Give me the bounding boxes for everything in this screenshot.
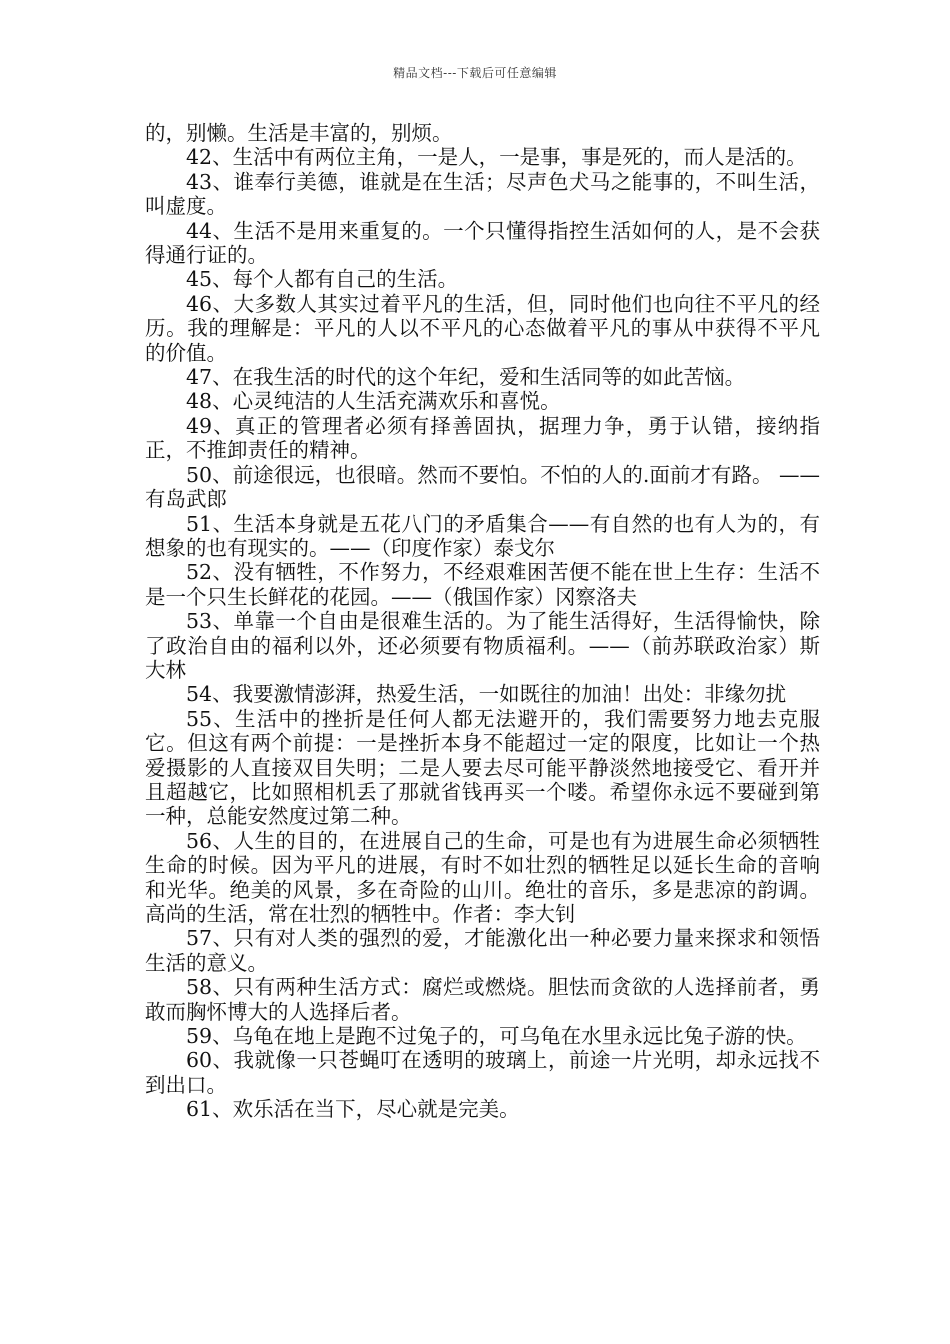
paragraph: 55、生活中的挫折是任何人都无法避开的，我们需要努力地去克服它。但这有两个前提：一是挫折本身不能超过一定的限度，比如让一个热爱摄影的人直接双目失明；二是人要去尽可能平静淡然地接受它、看开并且超越它，比如照相机丢了那就省钱再买一个喽。希望你永远不要碰到第一种，总能安然度过第二种。 xyxy=(145,706,820,829)
paragraph: 48、心灵纯洁的人生活充满欢乐和喜悦。 xyxy=(186,389,561,414)
paragraph: 的，别懒。生活是丰富的，别烦。 xyxy=(145,121,453,145)
paragraph: 49、真正的管理者必须有择善固执，据理力争，勇于认错，接纳指正，不推卸责任的精神。 xyxy=(145,413,820,463)
paragraph: 42、生活中有两位主角，一是人，一是事，事是死的，而人是活的。 xyxy=(186,145,807,170)
paragraph: 54、我要激情澎湃，热爱生活，一如既往的加油！出处：非缘勿扰 xyxy=(186,682,787,707)
paragraph: 50、前途很远，也很暗。然而不要怕。不怕的人的.面前才有路。 ——有岛武郎 xyxy=(145,462,820,512)
paragraph: 53、单靠一个自由是很难生活的。为了能生活得好，生活得愉快，除了政治自由的福利以外，还必须要有物质福利。——（前苏联政治家）斯大林 xyxy=(145,609,820,682)
paragraph: 59、乌龟在地上是跑不过兔子的，可乌龟在水里永远比兔子游的快。 xyxy=(186,1024,807,1049)
paragraph: 46、大多数人其实过着平凡的生活，但，同时他们也向往不平凡的经历。我的理解是：平凡的人以不平凡的心态做着平凡的事从中获得不平凡的价值。 xyxy=(145,291,820,365)
paragraph: 61、欢乐活在当下，尽心就是完美。 xyxy=(186,1097,520,1122)
paragraph: 45、每个人都有自己的生活。 xyxy=(186,267,459,292)
paragraph: 44、生活不是用来重复的。一个只懂得指控生活如何的人，是不会获得通行证的。 xyxy=(145,218,820,268)
paragraph: 57、只有对人类的强烈的爱，才能激化出一种必要力量来探求和领悟生活的意义。 xyxy=(145,926,820,975)
paragraph: 43、谁奉行美德，谁就是在生活；尽声色犬马之能事的，不叫生活，叫虚度。 xyxy=(145,169,820,219)
paragraph: 52、没有牺牲，不作努力，不经艰难困苦便不能在世上生存：生活不是一个只生长鲜花的花园。——（俄国作家）冈察洛夫 xyxy=(145,560,820,609)
paragraph: 51、生活本身就是五花八门的矛盾集合——有自然的也有人为的，有想象的也有现实的。——（印度作家）泰戈尔 xyxy=(145,511,820,560)
paragraph: 56、人生的目的，在进展自己的生命，可是也有为进展生命必须牺牲生命的时候。因为平凡的进展，有时不如壮烈的牺牲足以延长生命的音响和光华。绝美的风景，多在奇险的山川。绝壮的音乐，多是悲凉的韵调。高尚的生活，常在壮烈的牺牲中。作者：李大钊 xyxy=(145,828,820,926)
document-body xyxy=(145,121,820,1122)
page-header: 精品文档---下载后可任意编辑 xyxy=(393,66,557,80)
paragraph: 58、只有两种生活方式：腐烂或燃烧。胆怯而贪欲的人选择前者，勇敢而胸怀博大的人选择后者。 xyxy=(145,975,820,1024)
paragraph: 60、我就像一只苍蝇叮在透明的玻璃上，前途一片光明，却永远找不到出口。 xyxy=(145,1048,820,1097)
paragraph: 47、在我生活的时代的这个年纪，爱和生活同等的如此苦恼。 xyxy=(186,365,746,390)
